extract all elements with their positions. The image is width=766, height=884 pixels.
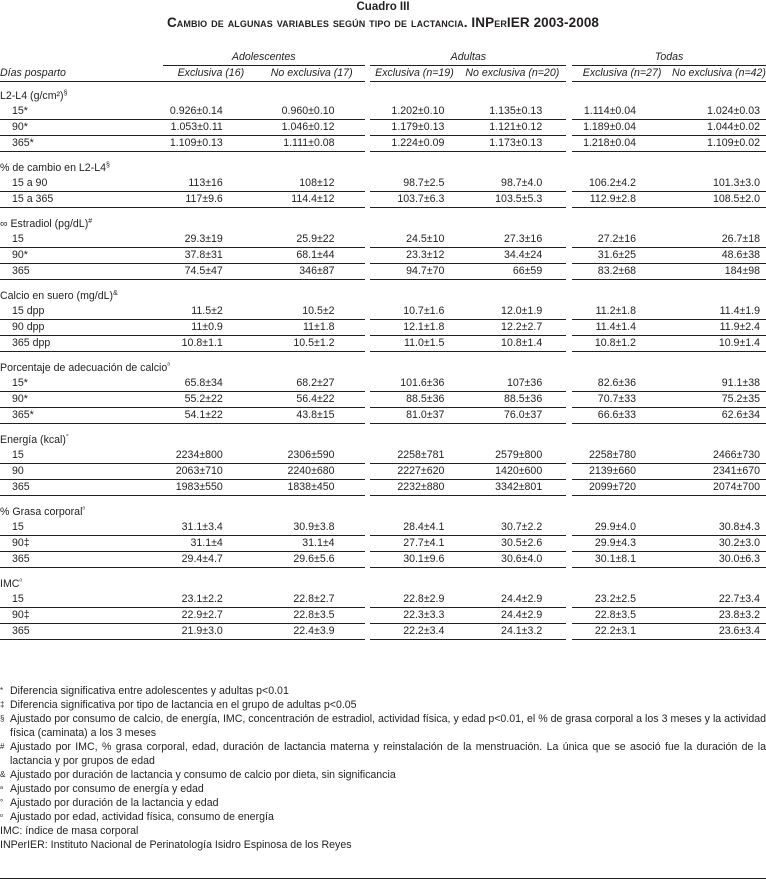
- footnote: [0, 712, 766, 740]
- table-cell: 30.8±4.3: [672, 520, 766, 536]
- table-cell: 62.6±34: [672, 408, 766, 424]
- row-label: 365: [0, 552, 163, 568]
- table-row: [0, 520, 766, 536]
- table-cell: 30.6±4.0: [458, 552, 566, 568]
- section-row: [0, 152, 766, 177]
- subheader-cell: No exclusiva (n=20): [458, 66, 566, 82]
- footnote-mark: ‡: [0, 700, 5, 709]
- footnote-text: Ajustado por consumo de energía y edad: [10, 783, 204, 795]
- section-title-text: IMC: [0, 578, 20, 590]
- table-cell: 24.4±2.9: [458, 592, 566, 608]
- table-cell: 66.6±33: [572, 408, 672, 424]
- section-title: [0, 152, 766, 177]
- table-row: [0, 336, 766, 352]
- table-cell: 22.2±3.4: [370, 624, 458, 640]
- table-cell: 54.1±22: [163, 408, 259, 424]
- table-cell: 114.4±12: [259, 192, 365, 208]
- table-row: [0, 552, 766, 568]
- footnote-mark: #: [88, 218, 93, 225]
- footnote-text: Ajustado por IMC, % grasa corporal, edad, duración de lactancia materna y reinstalación de la menstruación. La única que se asoció fue la duración de la lactancia y por grupos de edad: [10, 741, 766, 767]
- table-cell: 10.8±1.1: [163, 336, 259, 352]
- table-cell: 22.8±3.5: [572, 608, 672, 624]
- section-title-text: % de cambio en L2-L4: [0, 162, 107, 174]
- table-cell: 11.9±2.4: [672, 320, 766, 336]
- table-cell: 108±12: [259, 176, 365, 192]
- footnote-mark: ᵃ: [0, 784, 3, 793]
- table-cell: 23.6±3.4: [672, 624, 766, 640]
- subheader-cell: Exclusiva (n=27): [572, 66, 672, 82]
- table-cell: 75.2±35: [672, 392, 766, 408]
- section-title: [0, 352, 766, 377]
- section-row: [0, 352, 766, 377]
- table-cell: 2099±720: [572, 480, 672, 496]
- row-label: 365*: [0, 136, 163, 152]
- table-cell: 25.9±22: [259, 232, 365, 248]
- table-cell: 91.1±38: [672, 376, 766, 392]
- subheader-row: [0, 66, 766, 82]
- row-label: 90*: [0, 392, 163, 408]
- table-row: [0, 120, 766, 136]
- table-cell: 10.5±2: [259, 304, 365, 320]
- footnote-mark: §: [106, 162, 110, 169]
- footnote: [0, 768, 766, 782]
- table-row: [0, 232, 766, 248]
- table-cell: 22.3±3.3: [370, 608, 458, 624]
- table-cell: 48.6±38: [672, 248, 766, 264]
- table-cell: 23.8±3.2: [672, 608, 766, 624]
- table-cell: 2074±700: [672, 480, 766, 496]
- group-header-row: [0, 50, 766, 66]
- footnote: [0, 740, 766, 768]
- table-cell: 1983±550: [163, 480, 259, 496]
- section-title: [0, 82, 766, 105]
- row-label: 15: [0, 232, 163, 248]
- table-cell: 31.1±3.4: [163, 520, 259, 536]
- row-label: 15 dpp: [0, 304, 163, 320]
- table-row: [0, 264, 766, 280]
- abbreviation: [0, 838, 766, 852]
- section-title-text: Calcio en suero (mg/dL): [0, 290, 114, 302]
- table-cell: 98.7±4.0: [458, 176, 566, 192]
- footnote-text: Ajustado por edad, actividad física, consumo de energía: [10, 811, 274, 823]
- footnote-mark: ᵃ: [167, 362, 170, 369]
- table-cell: 10.8±1.4: [458, 336, 566, 352]
- table-row: [0, 104, 766, 120]
- footnote: [0, 698, 766, 712]
- table-cell: 26.7±18: [672, 232, 766, 248]
- row-label: 15 a 90: [0, 176, 163, 192]
- table-label: Cuadro III: [356, 1, 410, 13]
- table-row: [0, 304, 766, 320]
- table-cell: 10.5±1.2: [259, 336, 365, 352]
- table-cell: 0.960±0.10: [259, 104, 365, 120]
- table-cell: 29.9±4.3: [572, 536, 672, 552]
- table-cell: 22.8±3.5: [259, 608, 365, 624]
- table-cell: 24.5±10: [370, 232, 458, 248]
- table-cell: 29.3±19: [163, 232, 259, 248]
- table-cell: 30.5±2.6: [458, 536, 566, 552]
- table-cell: 2341±670: [672, 464, 766, 480]
- table-cell: 56.4±22: [259, 392, 365, 408]
- subheader-cell: No exclusiva (n=42): [672, 66, 766, 82]
- row-label: 365: [0, 264, 163, 280]
- abbreviation-text: IMC: índice de masa corporal: [0, 825, 139, 837]
- group-adultas: Adultas: [370, 50, 566, 66]
- table-cell: 10.9±1.4: [672, 336, 766, 352]
- table-row: [0, 624, 766, 640]
- table-cell: 346±87: [259, 264, 365, 280]
- table-cell: 22.2±3.1: [572, 624, 672, 640]
- row-label-header: Días posparto: [0, 66, 163, 82]
- table-cell: 184±98: [672, 264, 766, 280]
- table-row: [0, 592, 766, 608]
- row-label: 15: [0, 520, 163, 536]
- footnote: [0, 782, 766, 796]
- table-cell: 3342±801: [458, 480, 566, 496]
- table-cell: 1.121±0.12: [458, 120, 566, 136]
- table-cell: 31.6±25: [572, 248, 672, 264]
- row-label: 365: [0, 624, 163, 640]
- row-label: 90 dpp: [0, 320, 163, 336]
- table-cell: 1.224±0.09: [370, 136, 458, 152]
- footnote-mark: ᵒ: [19, 578, 23, 585]
- table-cell: 27.2±16: [572, 232, 672, 248]
- row-label: 365 dpp: [0, 336, 163, 352]
- table-cell: 1.044±0.02: [672, 120, 766, 136]
- section-title: [0, 208, 766, 233]
- table-cell: 76.0±37: [458, 408, 566, 424]
- table-cell: 21.9±3.0: [163, 624, 259, 640]
- data-table: [0, 50, 766, 640]
- table-cell: 11±1.8: [259, 320, 365, 336]
- section-row: [0, 568, 766, 593]
- footnote-mark: §: [63, 90, 68, 97]
- table-cell: 1420±600: [458, 464, 566, 480]
- table-cell: 22.8±2.9: [370, 592, 458, 608]
- footnote-mark: &: [0, 770, 6, 779]
- group-adolescentes: Adolescentes: [163, 50, 365, 66]
- table-cell: 1.111±0.08: [259, 136, 365, 152]
- footnote-mark: °: [65, 434, 69, 441]
- table-row: [0, 320, 766, 336]
- table-cell: 11±0.9: [163, 320, 259, 336]
- table-cell: 29.6±5.6: [259, 552, 365, 568]
- section-title: [0, 568, 766, 593]
- table-cell: 29.9±4.0: [572, 520, 672, 536]
- table-cell: 23.2±2.5: [572, 592, 672, 608]
- section-title-text: % Grasa corporal: [0, 506, 83, 518]
- table-cell: 74.5±47: [163, 264, 259, 280]
- footnote-mark: *: [0, 686, 4, 695]
- table-cell: 22.4±3.9: [259, 624, 365, 640]
- footnote-text: Ajustado por consumo de calcio, de energía, IMC, concentración de estradiol, actividad física, y edad p<0.01, el % de grasa corporal a los 3 meses y la actividad física (caminata) a los 3 meses: [10, 713, 766, 739]
- table-cell: 1.179±0.13: [370, 120, 458, 136]
- table-cell: 27.3±16: [458, 232, 566, 248]
- table-cell: 98.7±2.5: [370, 176, 458, 192]
- table-cell: 24.4±2.9: [458, 608, 566, 624]
- footnote-mark: §: [0, 714, 5, 723]
- table-cell: 31.1±4: [163, 536, 259, 552]
- table-cell: 55.2±22: [163, 392, 259, 408]
- section-row: [0, 424, 766, 449]
- table-cell: 1.046±0.12: [259, 120, 365, 136]
- table-cell: 70.7±33: [572, 392, 672, 408]
- table-cell: 11.4±1.9: [672, 304, 766, 320]
- table-cell: 1.218±0.04: [572, 136, 672, 152]
- footnote-mark: &: [113, 290, 118, 297]
- table-cell: 1.109±0.02: [672, 136, 766, 152]
- footnote-text: Ajustado por duración de lactancia y consumo de calcio por dieta, sin significancia: [10, 769, 396, 781]
- table-row: [0, 376, 766, 392]
- footnote-mark: °: [0, 798, 4, 807]
- footnote-text: Diferencia significativa entre adolescentes y adultas p<0.01: [10, 685, 289, 697]
- footnote: [0, 810, 766, 824]
- row-label: 15: [0, 448, 163, 464]
- section-title: [0, 424, 766, 449]
- table-cell: 88.5±36: [370, 392, 458, 408]
- row-label: 15*: [0, 376, 163, 392]
- table-cell: 30.2±3.0: [672, 536, 766, 552]
- section-title: [0, 280, 766, 305]
- footnote-mark: ᵒ: [82, 506, 86, 513]
- table-cell: 82.6±36: [572, 376, 672, 392]
- table-cell: 2139±660: [572, 464, 672, 480]
- table-cell: 1.202±0.10: [370, 104, 458, 120]
- bottom-divider: [0, 878, 766, 879]
- footnote-mark: ᵒ: [0, 812, 4, 821]
- table-cell: 94.7±70: [370, 264, 458, 280]
- table-cell: 30.9±3.8: [259, 520, 365, 536]
- table-cell: 27.7±4.1: [370, 536, 458, 552]
- table-cell: 2306±590: [259, 448, 365, 464]
- table-cell: 30.1±9.6: [370, 552, 458, 568]
- section-row: [0, 496, 766, 521]
- table-cell: 1.189±0.04: [572, 120, 672, 136]
- table-cell: 1.173±0.13: [458, 136, 566, 152]
- table-cell: 29.4±4.7: [163, 552, 259, 568]
- table-row: [0, 248, 766, 264]
- table-cell: 101.6±36: [370, 376, 458, 392]
- table-row: [0, 608, 766, 624]
- table-cell: 1838±450: [259, 480, 365, 496]
- row-label: 90‡: [0, 536, 163, 552]
- table-cell: 103.5±5.3: [458, 192, 566, 208]
- table-cell: 2063±710: [163, 464, 259, 480]
- row-label: 15: [0, 592, 163, 608]
- table-cell: 11.4±1.4: [572, 320, 672, 336]
- table-cell: 22.9±2.7: [163, 608, 259, 624]
- section-row: [0, 82, 766, 105]
- table-cell: 66±59: [458, 264, 566, 280]
- table-row: [0, 176, 766, 192]
- table-cell: 31.1±4: [259, 536, 365, 552]
- table-cell: 2258±780: [572, 448, 672, 464]
- table-cell: 22.8±2.7: [259, 592, 365, 608]
- section-title-text: Porcentaje de adecuación de calcio: [0, 362, 168, 374]
- table-cell: 23.1±2.2: [163, 592, 259, 608]
- table-title: Cambio de algunas variables según tipo de lactancia. INPerIER 2003-2008: [166, 15, 600, 30]
- section-title-text: Energía (kcal): [0, 434, 66, 446]
- row-label: 90*: [0, 248, 163, 264]
- table-cell: 2234±800: [163, 448, 259, 464]
- table-row: [0, 536, 766, 552]
- footnote: [0, 684, 766, 698]
- section-title: [0, 496, 766, 521]
- table-cell: 11.5±2: [163, 304, 259, 320]
- table-cell: 22.7±3.4: [672, 592, 766, 608]
- footnote-mark: #: [0, 742, 5, 751]
- footnote-text: Diferencia significativa por tipo de lactancia en el grupo de adultas p<0.05: [10, 699, 357, 711]
- table-cell: 11.0±1.5: [370, 336, 458, 352]
- table-cell: 0.926±0.14: [163, 104, 259, 120]
- subheader-cell: Exclusiva (16): [163, 66, 259, 82]
- table-cell: 30.1±8.1: [572, 552, 672, 568]
- table-cell: 1.135±0.13: [458, 104, 566, 120]
- table-cell: 10.7±1.6: [370, 304, 458, 320]
- table-cell: 1.114±0.04: [572, 104, 672, 120]
- table-cell: 12.2±2.7: [458, 320, 566, 336]
- table-cell: 1.053±0.11: [163, 120, 259, 136]
- table-cell: 101.3±3.0: [672, 176, 766, 192]
- table-cell: 24.1±3.2: [458, 624, 566, 640]
- section-row: [0, 280, 766, 305]
- footnotes: [0, 684, 766, 852]
- section-title-text: ∞ Estradiol (pg/dL): [0, 218, 89, 230]
- table-cell: 23.3±12: [370, 248, 458, 264]
- abbreviation: [0, 824, 766, 838]
- table-cell: 2232±880: [370, 480, 458, 496]
- table-cell: 112.9±2.8: [572, 192, 672, 208]
- section-row: [0, 208, 766, 233]
- table-row: [0, 136, 766, 152]
- table-cell: 37.8±31: [163, 248, 259, 264]
- group-todas: Todas: [572, 50, 766, 66]
- table-cell: 68.2±27: [259, 376, 365, 392]
- table-cell: 88.5±36: [458, 392, 566, 408]
- subheader-cell: No exclusiva (17): [259, 66, 365, 82]
- table-cell: 12.1±1.8: [370, 320, 458, 336]
- table-cell: 12.0±1.9: [458, 304, 566, 320]
- table-row: [0, 480, 766, 496]
- table-cell: 103.7±6.3: [370, 192, 458, 208]
- table-cell: 1.024±0.03: [672, 104, 766, 120]
- table-cell: 30.7±2.2: [458, 520, 566, 536]
- row-label: 15 a 365: [0, 192, 163, 208]
- table-row: [0, 408, 766, 424]
- table-cell: 2579±800: [458, 448, 566, 464]
- table-cell: 117±9.6: [163, 192, 259, 208]
- row-label: 90*: [0, 120, 163, 136]
- footnote: [0, 796, 766, 810]
- row-label: 90‡: [0, 608, 163, 624]
- table-cell: 113±16: [163, 176, 259, 192]
- table-cell: 81.0±37: [370, 408, 458, 424]
- table-cell: 106.2±4.2: [572, 176, 672, 192]
- subheader-cell: Exclusiva (n=19): [370, 66, 458, 82]
- table-cell: 68.1±44: [259, 248, 365, 264]
- table-cell: 2466±730: [672, 448, 766, 464]
- table-cell: 65.8±34: [163, 376, 259, 392]
- footnote-text: Ajustado por duración de la lactancia y edad: [10, 797, 219, 809]
- table-row: [0, 392, 766, 408]
- table-cell: 108.5±2.0: [672, 192, 766, 208]
- table-cell: 1.109±0.13: [163, 136, 259, 152]
- table-cell: 11.2±1.8: [572, 304, 672, 320]
- table-cell: 34.4±24: [458, 248, 566, 264]
- table-cell: 2258±781: [370, 448, 458, 464]
- table-cell: 43.8±15: [259, 408, 365, 424]
- table-cell: 2240±680: [259, 464, 365, 480]
- row-label: 365*: [0, 408, 163, 424]
- table-cell: 2227±620: [370, 464, 458, 480]
- section-title-text: L2-L4 (g/cm²): [0, 90, 64, 102]
- table-row: [0, 448, 766, 464]
- row-label: 365: [0, 480, 163, 496]
- abbreviation-text: INPerIER: Instituto Nacional de Perinatología Isidro Espinosa de los Reyes: [0, 839, 352, 851]
- table-row: [0, 192, 766, 208]
- table-row: [0, 464, 766, 480]
- row-label: 15*: [0, 104, 163, 120]
- table-cell: 28.4±4.1: [370, 520, 458, 536]
- table-cell: 83.2±68: [572, 264, 672, 280]
- row-label: 90: [0, 464, 163, 480]
- table-cell: 107±36: [458, 376, 566, 392]
- table-cell: 30.0±6.3: [672, 552, 766, 568]
- table-cell: 10.8±1.2: [572, 336, 672, 352]
